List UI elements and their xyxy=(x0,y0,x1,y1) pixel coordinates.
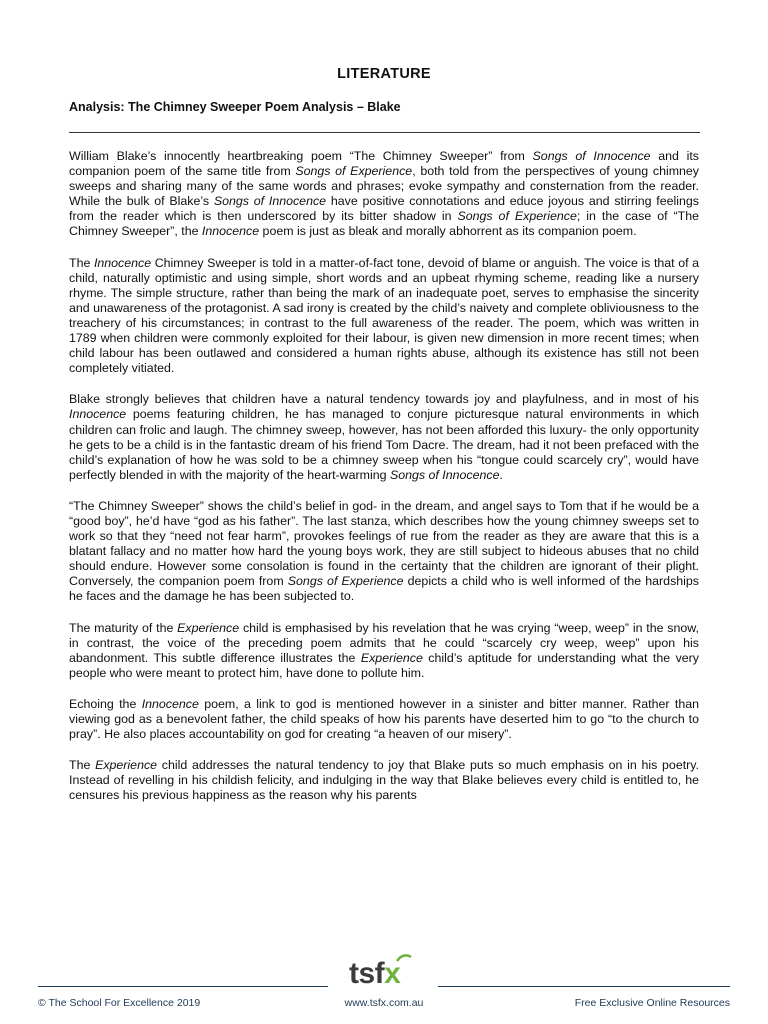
text-run: The xyxy=(69,758,96,773)
paragraph-3 xyxy=(69,392,699,483)
text-run: poem, a link to god is mentioned however in a sinister and bitter manner. Rather than viewing god as a benevolent father, the child speaks of how his parents have deserted him to go “to the church to pray”. He also places accountability on god for creating “a heaven of our misery”. xyxy=(69,696,699,742)
italic-title-run: Innocence xyxy=(69,407,127,422)
italic-title-run: Experience xyxy=(360,650,423,665)
logo-wordmark xyxy=(349,959,400,989)
footer-tagline: Free Exclusive Online Resources xyxy=(574,997,730,1009)
text-run: “The Chimney Sweeper” shows the child’s belief in god- in the dream, and angel says to Tom that if he would be a “good boy”, he’d have “god as his father”. The last stanza, which describes how the young chimney sweeps set to work so that they “need not fear harm”, provokes feelings of rue from the reader as they are aware that this is a blatant fallacy and no matter how hard the young boys work, they are still subject to hideous abuses that no child should endure. However some consolation is found in the certainty that the children are ignorant of their plight. Conversely, the companion poem from xyxy=(69,498,699,589)
italic-title-run: Songs of Experience xyxy=(295,164,413,179)
website-link[interactable]: www.tsfx.com.au xyxy=(344,997,424,1009)
text-run: The xyxy=(69,255,94,270)
text-run: The maturity of the xyxy=(69,620,178,635)
page-title: Analysis: The Chimney Sweeper Poem Analysis – Blake xyxy=(69,100,401,114)
paragraph-5 xyxy=(69,621,699,681)
footer-divider-left xyxy=(38,986,328,987)
text-run: depicts a child who is well informed of the hardships he faces and the damage he has been subjected to. xyxy=(69,574,699,604)
italic-title-run: Songs of Innocence xyxy=(389,467,500,482)
subject-heading: LITERATURE xyxy=(337,66,431,82)
footer-divider-right xyxy=(438,986,730,987)
text-run: Blake strongly believes that children have a natural tendency towards joy and playfulness, and in most of his xyxy=(69,392,699,407)
text-run: Echoing the xyxy=(69,696,142,711)
text-run: William Blake’s innocently heartbreaking poem “The Chimney Sweeper” from xyxy=(69,149,533,163)
text-run: child addresses the natural tendency to joy that Blake puts so much emphasis on in his poetry. Instead of revelling in his childish felicity, and indulging in the way that Blake believes every child is entitled to, he censures his previous happiness as the reason why his parents xyxy=(69,758,700,803)
italic-title-run: Songs of Innocence xyxy=(213,194,327,209)
article-body xyxy=(69,149,699,819)
italic-title-run: Innocence xyxy=(93,255,152,270)
text-run: child’s aptitude for understanding what the very people who were meant to protect him, have done to pollute him. xyxy=(69,650,699,680)
italic-title-run: Innocence xyxy=(141,696,199,711)
paragraph-1 xyxy=(69,149,699,240)
header-divider xyxy=(69,132,700,133)
text-run: and its companion poem of the same title from xyxy=(69,149,699,179)
text-run: Chimney Sweeper is told in a matter-of-fact tone, devoid of blame or anguish. The voice is that of a child, naturally optimistic and using simple, short words and an upbeat rhyming scheme, reading like a nursery rhyme. The simple structure, rather than being the mark of an inadequate poet, serves to emphasise the sincerity and unawareness of the protagonist. A sad irony is created by the child’s naivety and complete obliviousness to the treachery of his circumstances; in contrast to the full awareness of the reader. The poem, which was written in 1789 when children were commonly exploited for their labour, is given new dimension in more recent times; when child labour has been outlawed and considered a human rights abuse, although its existence has still not been completely vitiated. xyxy=(69,255,699,376)
copyright-text: © The School For Excellence 2019 xyxy=(38,997,201,1009)
paragraph-4 xyxy=(69,499,699,605)
text-run: poems featuring children, he has managed to conjure picturesque natural environments in which children can frolic and laugh. The chimney sweep, however, has not been afforded this luxury- the only opportunity he gets to be a child is in the fantastic dream of his friend Tom Dacre. The dream, had it not been prefaced with the child’s explanation of how he was sold to be a chimney sweep when his “tongue could scarcely cry”, would have perfectly blended in with the majority of the heart-warming xyxy=(69,407,699,482)
italic-title-run: Experience xyxy=(177,620,240,635)
paragraph-7 xyxy=(69,758,699,803)
tsfx-logo xyxy=(345,953,425,993)
text-run: ; in the case of “The Chimney Sweeper”, the xyxy=(69,209,699,239)
italic-title-run: Songs of Experience xyxy=(287,574,404,589)
italic-title-run: Innocence xyxy=(201,224,260,239)
logo-text-main: tsf xyxy=(349,957,385,990)
text-run: child is emphasised by his revelation that he was crying “weep, weep” in the snow, in contrast, the voice of the preceding poem admits that he could “scarcely cry weep, weep” upon his abandonment. This subtle difference illustrates the xyxy=(69,620,699,665)
italic-title-run: Experience xyxy=(95,758,158,773)
text-run: , both told from the perspectives of young chimney sweeps and sharing many of the same words and phrases; evoke sympathy and consternation from the reader. While the bulk of Blake’s xyxy=(69,164,700,209)
text-run: poem is just as bleak and morally abhorrent as its companion poem. xyxy=(259,224,637,239)
logo-text-accent: x xyxy=(384,957,401,990)
paragraph-2 xyxy=(69,256,699,377)
text-run: . xyxy=(499,467,503,482)
text-run: have positive connotations and educe joyous and stirring feelings from the reader which is then underscored by its bitter shadow in xyxy=(69,194,699,224)
italic-title-run: Songs of Experience xyxy=(457,209,577,224)
paragraph-6 xyxy=(69,697,699,742)
italic-title-run: Songs of Innocence xyxy=(532,149,651,163)
